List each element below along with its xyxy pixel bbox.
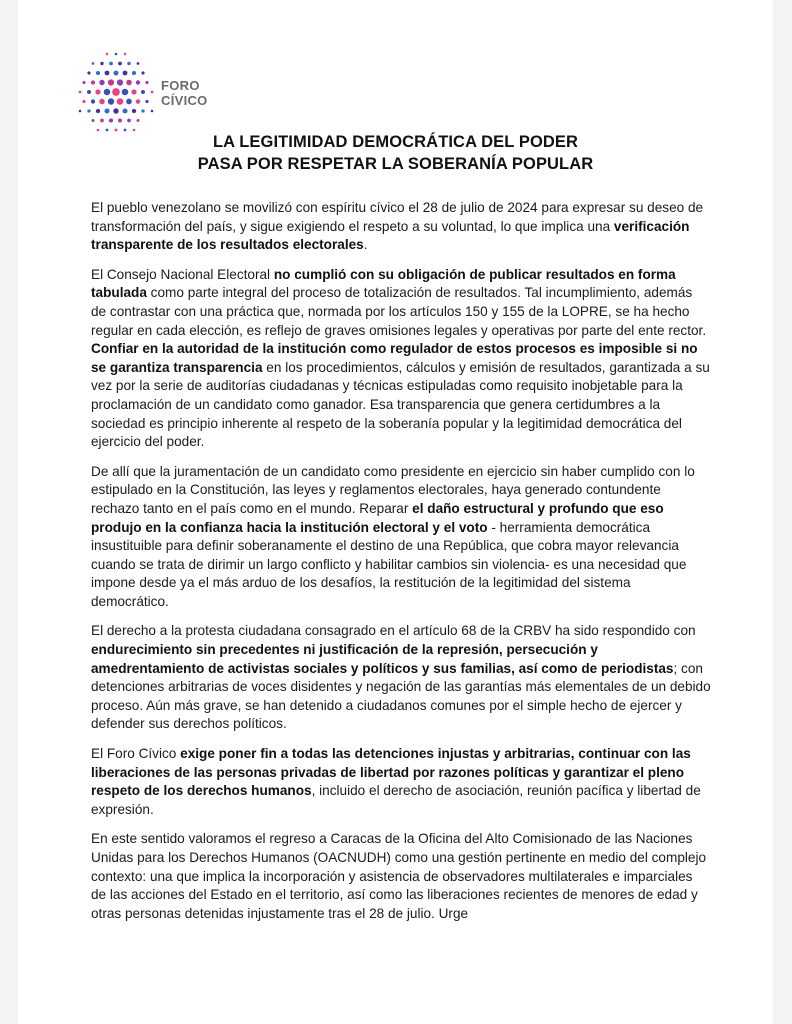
- logo-dot: [127, 119, 131, 123]
- document-title: [18, 131, 773, 175]
- logo-dot: [92, 119, 95, 122]
- logo-dot: [122, 108, 127, 113]
- logo-dot: [99, 80, 104, 85]
- logo-dot: [117, 79, 123, 85]
- text-run: .: [363, 237, 368, 253]
- logo-dot: [151, 110, 154, 113]
- logo-dot: [108, 79, 114, 85]
- bold-text: no cumplió con su obligación de publicar resultados en forma tabulada: [91, 266, 676, 301]
- logo-dot: [79, 110, 82, 113]
- paragraph: [91, 745, 711, 819]
- text-run: , incluido el derecho de asociación, reunión pacífica y libertad de expresión.: [91, 783, 701, 817]
- logo-dot: [136, 80, 140, 84]
- logo-dot: [126, 99, 132, 105]
- logo-dots-icon: [74, 48, 158, 138]
- logo-dot: [124, 53, 127, 56]
- logo-dot: [82, 100, 85, 103]
- logo-dot: [113, 108, 118, 113]
- bold-text: el daño estructural y profundo que eso produjo en la confianza hacia la institución electoral y el voto: [91, 500, 664, 535]
- foro-civico-logo: [74, 48, 224, 138]
- logo-dot: [82, 81, 85, 84]
- logo-dot: [123, 71, 128, 76]
- text-run: en los procedimientos, cálculos y emisión de resultados, garantizada a su vez por la serie de auditorías ciudadanas y técnicas estipuladas como requisito inobjetable para la proclamación de un candidato como ganador. Esa transparencia que genera certidumbres a la sociedad es principio inherente al respeto de la soberanía popular y la legitimidad democrática del ejercicio del poder.: [91, 359, 710, 450]
- logo-dot: [137, 62, 140, 65]
- logo-wordmark: [161, 78, 208, 108]
- bold-text: endurecimiento sin precedentes ni justificación de la represión, persecución y amedrentamiento de activistas sociales y políticos y sus familias, así como de periodistas: [91, 642, 674, 676]
- logo-dot: [127, 62, 130, 65]
- logo-dot: [137, 119, 140, 122]
- logo-line-1: FORO: [161, 78, 200, 93]
- text-run: ; con detenciones arbitrarias de voces disidentes y negación de las garantías más elementales de un debido proceso. Aún más grave, se han detenido a ciudadanos comunes por el simple hecho de ejercer y defender sus derechos políticos.: [91, 660, 711, 732]
- logo-dot: [126, 80, 132, 86]
- logo-dot: [141, 71, 144, 74]
- text-run: - herramienta democrática insustituible para definir soberanamente el destino de una República, que cobra mayor relevancia cuando se trata de dirimir un largo conflicto y habilitar cambios sin violencia- es una necesidad que impone desde ya el más arduo de los desafíos, la restitución de la legitimidad del sistema democrático.: [91, 519, 687, 609]
- logo-dot: [136, 99, 141, 104]
- logo-dot: [132, 71, 136, 75]
- title-line-2: PASA POR RESPETAR LA SOBERANÍA POPULAR: [197, 155, 594, 173]
- text-run: En este sentido valoramos el regreso a Caracas de la Oficina del Alto Comisionado de las Naciones Unidas para los Derechos Humanos (OACNUDH) como una gestión pertinente en medio del complejo contexto: una que implica la incorporación y asistencia de observadores multilaterales e imparciales de las acciones del Estado en el territorio, así como las liberaciones recientes de menores de edad y otras personas detenidas injustamente tras el 28 de julio. Urge: [91, 831, 707, 921]
- logo-dot: [117, 98, 124, 105]
- logo-dot: [131, 89, 136, 94]
- logo-dot: [95, 89, 100, 94]
- logo-dot: [91, 80, 95, 84]
- paragraph: [91, 266, 711, 452]
- text-run: De allí que la juramentación de un candidato como presidente en ejercicio sin haber cumplido con lo estipulado en la Constitución, las leyes y reglamentos electorales, haya generado contundente rechazo tanto en el país como en el mundo. Reparar: [91, 463, 695, 516]
- bold-text: Confiar en la autoridad de la institución como regulador de estos procesos es imposible si no se garantiza transparencia: [91, 341, 698, 375]
- logo-dot: [122, 89, 129, 96]
- logo-dot: [112, 88, 120, 96]
- logo-line-2: CÍVICO: [161, 93, 208, 108]
- logo-dot: [79, 91, 82, 94]
- logo-dot: [141, 109, 144, 112]
- text-run: El Consejo Nacional Electoral: [91, 266, 274, 282]
- paragraph: [91, 622, 711, 734]
- text-run: El pueblo venezolano se movilizó con espíritu cívico el 28 de julio de 2024 para expresar su deseo de transformación del país, y sigue exigiendo el respeto a su voluntad, lo que implica una: [91, 200, 704, 234]
- logo-dot: [132, 109, 136, 113]
- paragraph: [91, 830, 711, 923]
- text-run: como parte integral del proceso de totalización de resultados. Tal incumplimiento, además de contrastar con una práctica que, normada por los artículos 150 y 155 de la LOPRE, se ha hecho regular en cada elección, es reflejo de graves omisiones legales y operativas por parte del ente rector.: [91, 285, 707, 338]
- logo-dot: [141, 90, 145, 94]
- logo-dot: [145, 100, 148, 103]
- logo-dot: [118, 118, 122, 122]
- logo-dot: [104, 89, 111, 96]
- logo-dot: [100, 62, 103, 65]
- logo-dot: [96, 109, 100, 113]
- logo-dot: [87, 109, 90, 112]
- title-line-1: LA LEGITIMIDAD DEMOCRÁTICA DEL PODER: [212, 133, 579, 151]
- logo-dot: [91, 99, 95, 103]
- logo-dot: [96, 71, 100, 75]
- logo-dot: [104, 108, 109, 113]
- logo-dot: [99, 99, 105, 105]
- logo-dot: [109, 62, 113, 66]
- logo-dot: [145, 81, 148, 84]
- bold-text: exige poner fin a todas las detenciones injustas y arbitrarias, continuar con las liberaciones de las personas privadas de libertad por razones políticas y garantizar el pleno respeto de los derechos humanos: [91, 746, 691, 799]
- logo-dot: [106, 53, 109, 56]
- text-run: El Foro Cívico: [91, 746, 181, 762]
- document-body: [91, 199, 711, 934]
- document-page: [18, 0, 773, 1024]
- logo-dot: [118, 62, 122, 66]
- logo-dot: [87, 90, 91, 94]
- logo-dot: [109, 118, 113, 122]
- logo-dot: [92, 62, 95, 65]
- logo-dot: [87, 71, 90, 74]
- logo-dot: [108, 98, 114, 104]
- logo-dot: [100, 119, 104, 123]
- paragraph: [91, 199, 711, 255]
- logo-dot: [113, 70, 118, 75]
- logo-dot: [115, 53, 118, 56]
- text-run: El derecho a la protesta ciudadana consagrado en el artículo 68 de la CRBV ha sido respondido con: [91, 623, 696, 639]
- paragraph: [91, 463, 711, 612]
- logo-dot: [151, 91, 154, 94]
- logo-dot: [105, 71, 110, 76]
- bold-text: verificación transparente de los resultados electorales: [91, 218, 690, 253]
